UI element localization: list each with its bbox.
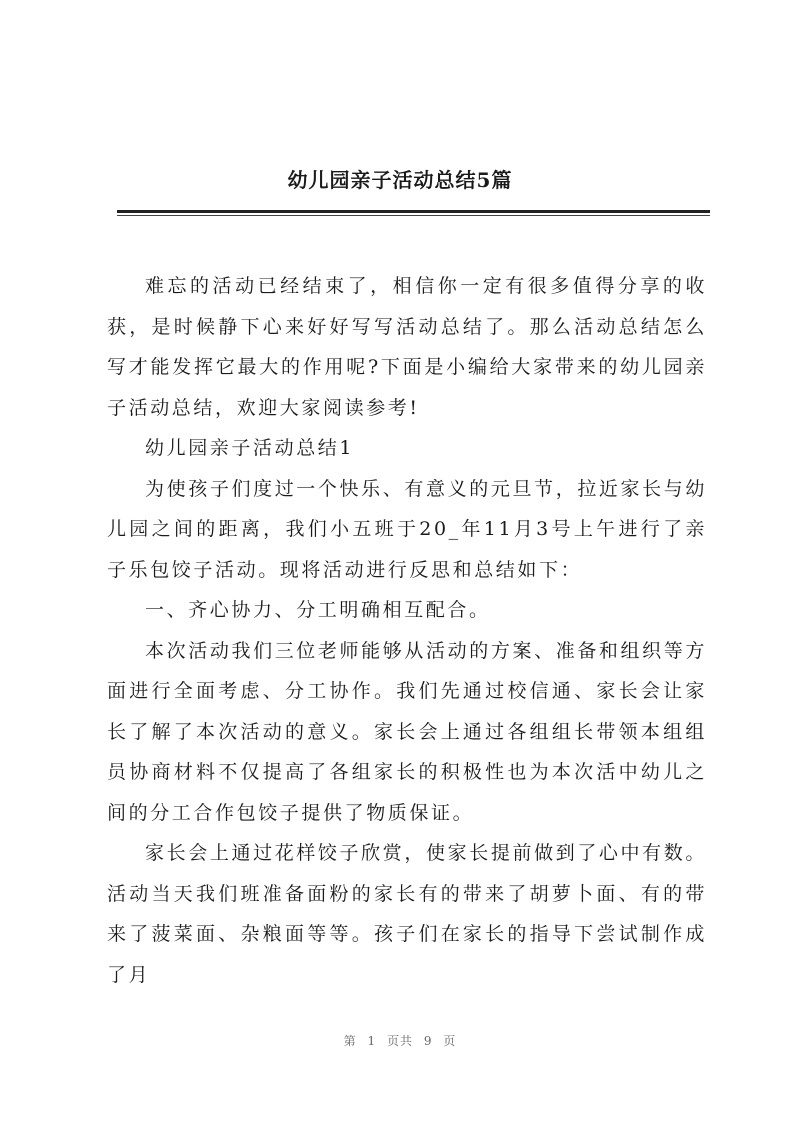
footer-prefix: 第: [343, 1034, 357, 1048]
paragraph-intro: 难忘的活动已经结束了，相信你一定有很多值得分享的收获，是时候静下心来好好写写活动总结了。那么活动总结怎么写才能发挥它最大的作用呢?下面是小编给大家带来的幼儿园亲子活动总结，欢迎大家阅读参考!: [107, 275, 707, 419]
footer-page-number: 1: [367, 1034, 377, 1048]
footer-total-pages: 9: [423, 1034, 433, 1048]
document-body: [107, 266, 707, 995]
title-underline-thin: [117, 215, 710, 216]
subheading: 一、齐心协力、分工明确相互配合。: [145, 599, 491, 621]
footer-middle: 页共: [386, 1034, 413, 1048]
paragraph: 为使孩子们度过一个快乐、有意义的元旦节，拉近家长与幼儿园之间的距离，我们小五班于20_年11月3号上午进行了亲子乐包饺子活动。现将活动进行反思和总结如下：: [107, 477, 707, 581]
paragraph: 家长会上通过花样饺子欣赏，使家长提前做到了心中有数。活动当天我们班准备面粉的家长有的带来了胡萝卜面、有的带来了菠菜面、杂粮面等等。孩子们在家长的指导下尝试制作成了月: [107, 842, 707, 986]
section-heading: 幼儿园亲子活动总结1: [145, 437, 355, 459]
page-footer: [0, 1032, 800, 1049]
document-title: 幼儿园亲子活动总结5篇: [287, 168, 513, 192]
paragraph: 本次活动我们三位老师能够从活动的方案、准备和组织等方面进行全面考虑、分工协作。我们先通过校信通、家长会让家长了解了本次活动的意义。家长会上通过各组组长带领本组组员协商材料不仅提高了各组家长的积极性也为本次活中幼儿之间的分工合作包饺子提供了物质保证。: [107, 639, 707, 824]
footer-suffix: 页: [443, 1034, 457, 1048]
title-underline-thick: [117, 210, 710, 213]
